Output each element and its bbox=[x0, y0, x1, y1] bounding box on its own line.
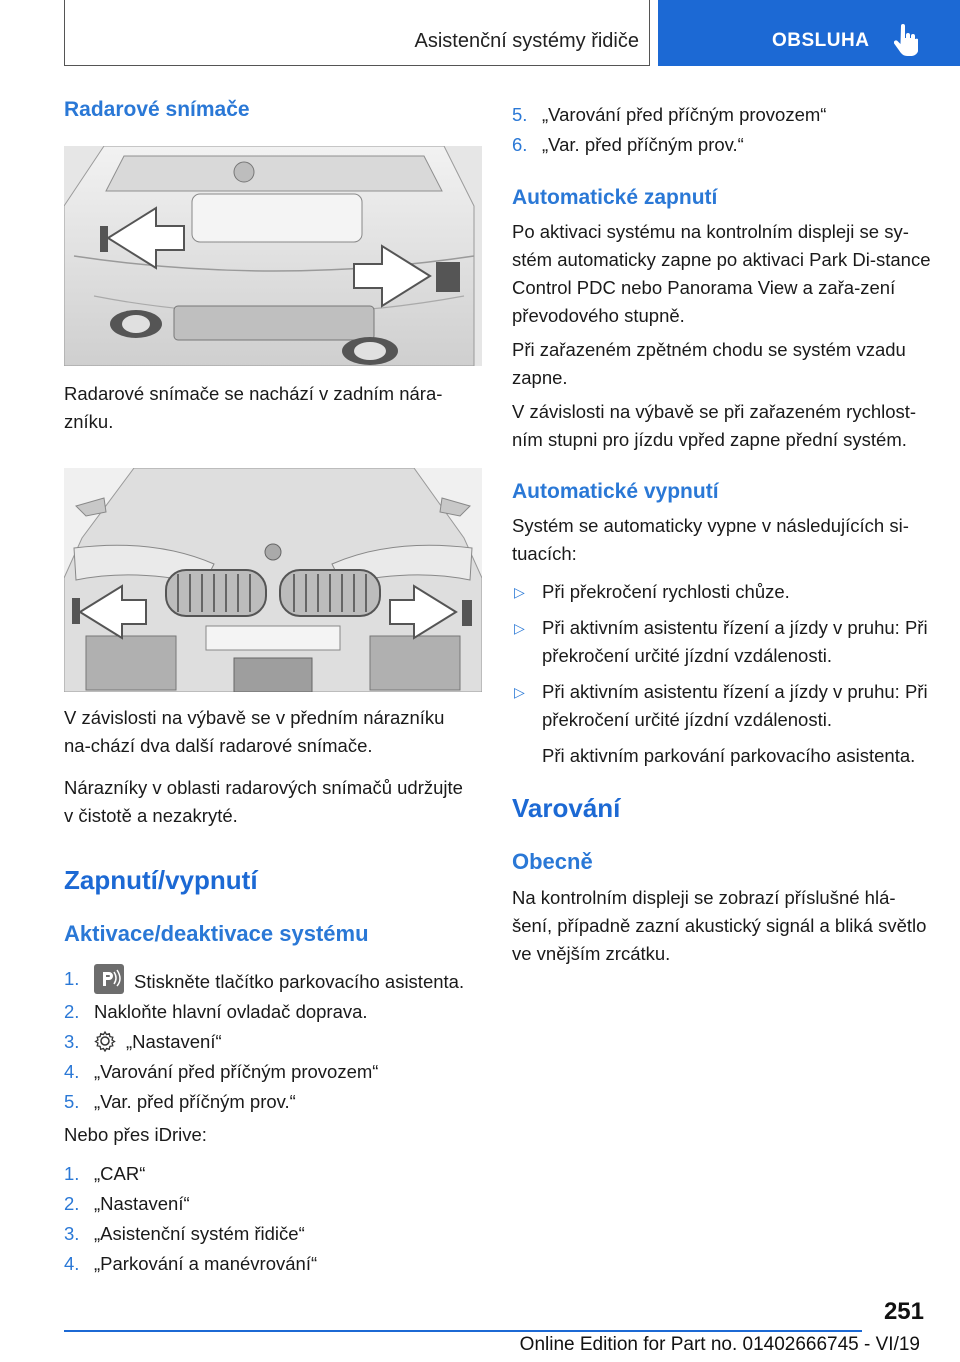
bullet-triangle-icon: ▷ bbox=[514, 684, 525, 700]
bullet-triangle-icon: ▷ bbox=[514, 584, 525, 600]
rear-bumper-illustration bbox=[64, 146, 482, 366]
bullet-text: Při překročení rychlosti chůze. bbox=[542, 581, 790, 602]
list-item bbox=[64, 1189, 482, 1219]
header-section-box bbox=[64, 0, 650, 66]
left-column bbox=[64, 96, 482, 1279]
steps-list bbox=[64, 964, 482, 1117]
step-text: „CAR“ bbox=[94, 1163, 146, 1184]
heading-automatic-on: Automatické zapnutí bbox=[512, 186, 718, 209]
bullet-text: Při aktivním asistentu řízení a jízdy v pruhu: Při překročení určité jízdní vzdálenosti. bbox=[542, 681, 928, 730]
auto-off-intro: Systém se automaticky vypne v následujících si-tuacích: bbox=[512, 515, 909, 564]
heading-automatic-off: Automatické vypnutí bbox=[512, 480, 719, 503]
step-text: „Asistenční systém řidiče“ bbox=[94, 1223, 305, 1244]
heading-radar-sensors: Radarové snímače bbox=[64, 98, 250, 121]
list-item bbox=[512, 614, 932, 670]
step-number: 4. bbox=[64, 1253, 80, 1274]
list-item bbox=[64, 964, 482, 997]
step-text: Nakloňte hlavní ovladač doprava. bbox=[94, 1001, 368, 1022]
list-item bbox=[512, 678, 932, 770]
step-text: „Parkování a manévrování“ bbox=[94, 1253, 318, 1274]
auto-off-conditions bbox=[512, 578, 932, 770]
list-item bbox=[64, 1219, 482, 1249]
list-item bbox=[512, 130, 932, 160]
list-item bbox=[512, 100, 932, 130]
heading-warning: Varování bbox=[512, 793, 621, 823]
list-item bbox=[512, 578, 932, 606]
step-text: „Varování před příčným provozem“ bbox=[94, 1061, 379, 1082]
auto-on-paragraph-2: Při zařazeném zpětném chodu se systém vzadu zapne. bbox=[512, 339, 906, 388]
step-number: 2. bbox=[64, 1001, 80, 1022]
auto-on-paragraph-1: Po aktivaci systému na kontrolním displeji se sy-stém automaticky zapne po aktivaci Park Di-stance Control PDC nebo Panorama View a zařa-zení převodového stupně. bbox=[512, 221, 931, 326]
or-via-idrive: Nebo přes iDrive: bbox=[64, 1124, 207, 1145]
caption-front-sensors: V závislosti na výbavě se v předním nárazníku na-chází dva další radarové snímače. bbox=[64, 707, 445, 756]
step-number: 1. bbox=[64, 968, 80, 989]
auto-on-paragraph-3: V závislosti na výbavě se při zařazeném rychlost-ním stupni pro jízdu vpřed zapne přední systém. bbox=[512, 401, 917, 450]
step-number: 5. bbox=[64, 1091, 80, 1112]
step-text: „Var. před příčným prov.“ bbox=[94, 1091, 296, 1112]
step-number: 3. bbox=[64, 1031, 80, 1052]
heading-on-off: Zapnutí/vypnutí bbox=[64, 865, 258, 895]
step-number: 6. bbox=[512, 134, 528, 155]
list-item bbox=[64, 1159, 482, 1189]
bullet-text: Při aktivním asistentu řízení a jízdy v pruhu: Při překročení určité jízdní vzdálenosti. bbox=[542, 617, 928, 666]
footer-edition: Online Edition for Part no. 01402666745 - VI/19 bbox=[519, 1334, 920, 1355]
general-text: Na kontrolním displeji se zobrazí příslušné hlá-šení, případně zazní akustický signál a bliká světlo ve vnějším zrcátku. bbox=[512, 887, 927, 964]
step-text: „Nastavení“ bbox=[94, 1193, 190, 1214]
step-text: „Nastavení“ bbox=[126, 1031, 222, 1052]
caption-rear-sensors: Radarové snímače se nachází v zadním nára-zníku. bbox=[64, 383, 443, 432]
list-item bbox=[64, 1087, 482, 1117]
page-number: 251 bbox=[883, 1298, 924, 1325]
step-number: 3. bbox=[64, 1223, 80, 1244]
step-text: „Varování před příčným provozem“ bbox=[542, 104, 827, 125]
tab-label: OBSLUHA bbox=[772, 30, 870, 51]
park-assist-button-icon bbox=[94, 964, 124, 994]
right-column bbox=[512, 96, 932, 968]
heading-activate-deactivate: Aktivace/deaktivace systému bbox=[64, 921, 369, 946]
list-item bbox=[64, 1027, 482, 1057]
step-number: 1. bbox=[64, 1163, 80, 1184]
front-bumper-illustration bbox=[64, 468, 482, 692]
step-text: Stiskněte tlačítko parkovacího asistenta. bbox=[134, 971, 465, 992]
bullet-subtext: Při aktivním parkování parkovacího asistenta. bbox=[542, 745, 916, 766]
note-keep-bumpers-clean: Nárazníky v oblasti radarových snímačů udržujte v čistotě a nezakryté. bbox=[64, 777, 463, 826]
list-item bbox=[64, 997, 482, 1027]
footer-divider bbox=[64, 1330, 862, 1332]
list-item bbox=[64, 1249, 482, 1279]
section-title: Asistenční systémy řidiče bbox=[414, 30, 639, 52]
idrive-steps-list bbox=[64, 1159, 482, 1279]
gear-icon bbox=[94, 1030, 116, 1052]
step-number: 4. bbox=[64, 1061, 80, 1082]
tab-obsluha[interactable] bbox=[658, 0, 960, 66]
list-item bbox=[64, 1057, 482, 1087]
steps-list-continued bbox=[512, 100, 932, 160]
step-number: 5. bbox=[512, 104, 528, 125]
step-text: „Var. před příčným prov.“ bbox=[542, 134, 744, 155]
bullet-triangle-icon: ▷ bbox=[514, 620, 525, 636]
heading-general: Obecně bbox=[512, 849, 593, 874]
step-number: 2. bbox=[64, 1193, 80, 1214]
hand-pointer-icon bbox=[894, 24, 918, 56]
